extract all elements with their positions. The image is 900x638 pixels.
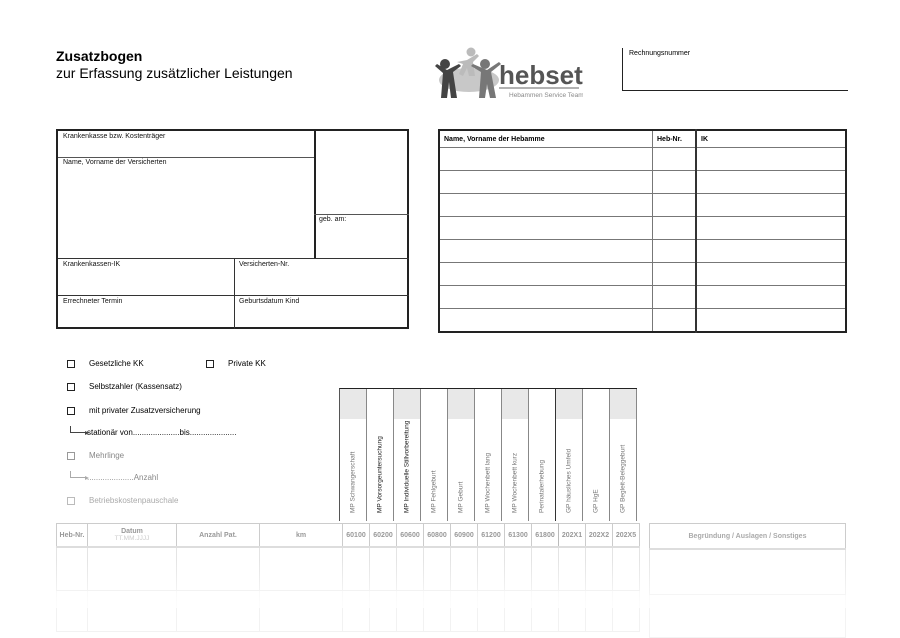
cell[interactable] — [424, 591, 451, 632]
service-label: GP häusliches Umfeld — [565, 448, 573, 513]
service-columns-header — [339, 388, 637, 521]
table-row[interactable] — [650, 549, 846, 595]
cell[interactable] — [653, 263, 697, 286]
option-private[interactable] — [206, 359, 266, 368]
option-statutory[interactable] — [67, 359, 144, 368]
table-row[interactable] — [439, 286, 846, 309]
cell[interactable] — [478, 591, 505, 632]
cell[interactable] — [439, 286, 653, 309]
table-row[interactable] — [439, 171, 846, 194]
table-row[interactable] — [439, 240, 846, 263]
inpatient-to-label: bis — [179, 428, 190, 437]
service-column — [610, 389, 637, 521]
inpatient-from-label: stationär von — [87, 428, 133, 437]
due-date-field[interactable]: Errechneter Termin — [63, 298, 123, 305]
service-label: MP Wochenbett lang — [484, 452, 492, 513]
option-label: Betriebskostenpauschale — [89, 496, 179, 505]
checkbox[interactable] — [67, 452, 75, 460]
insurer-ik-field[interactable]: Krankenkassen-IK — [63, 261, 121, 268]
form-title: Zusatzbogen — [56, 48, 143, 64]
cell[interactable] — [439, 309, 653, 333]
entry-table — [56, 523, 640, 632]
checkbox[interactable] — [67, 497, 75, 505]
cell[interactable] — [177, 591, 260, 632]
insurer-field[interactable]: Krankenkasse bzw. Kostenträger — [63, 133, 166, 140]
code-60100: 60100 — [343, 524, 370, 548]
service-label: GP Begleit-Beleggeburt — [619, 444, 627, 513]
arrow-icon — [70, 471, 85, 478]
arrow-icon — [70, 426, 85, 433]
cell[interactable] — [653, 240, 697, 263]
cell[interactable] — [653, 286, 697, 309]
cell[interactable] — [439, 148, 653, 171]
cell[interactable] — [260, 591, 343, 632]
inpatient-period-row[interactable] — [70, 428, 236, 437]
patient-info-box — [56, 129, 409, 329]
cell[interactable] — [439, 263, 653, 286]
table-row[interactable] — [439, 194, 846, 217]
option-multiples[interactable] — [67, 451, 124, 460]
logo-wordmark: hebset — [499, 60, 583, 90]
cell[interactable] — [370, 547, 397, 591]
service-column — [583, 389, 610, 521]
midwife-table — [438, 129, 847, 333]
remarks-table — [649, 523, 846, 638]
cell[interactable] — [370, 591, 397, 632]
checkbox[interactable] — [67, 383, 75, 391]
multiples-count-row[interactable] — [70, 473, 158, 482]
birth-date-field[interactable]: geb. am: — [319, 216, 347, 223]
service-column — [367, 389, 394, 521]
logo-tagline: Hebammen Service Team — [509, 92, 583, 99]
hebset-logo-graphic — [433, 46, 583, 102]
service-label: MP Vorsorgeuntersuchung — [376, 436, 384, 513]
table-row[interactable] — [650, 595, 846, 638]
table-row[interactable] — [439, 148, 846, 171]
cell[interactable] — [88, 547, 177, 591]
service-column — [421, 389, 448, 521]
service-column — [529, 389, 556, 521]
remarks-header — [650, 524, 846, 550]
cell[interactable] — [439, 194, 653, 217]
cell[interactable] — [397, 547, 424, 591]
column-remarks: Begründung / Auslagen / Sonstiges — [650, 524, 846, 550]
cell[interactable] — [696, 286, 846, 309]
service-column — [502, 389, 529, 521]
cell[interactable] — [505, 547, 532, 591]
option-label: Private KK — [228, 359, 266, 368]
column-ik: IK — [696, 130, 846, 148]
cell[interactable] — [586, 591, 613, 632]
cell[interactable] — [696, 171, 846, 194]
cell[interactable] — [343, 547, 370, 591]
cell[interactable] — [696, 194, 846, 217]
cell[interactable] — [451, 547, 478, 591]
cell[interactable] — [650, 549, 846, 595]
date-placeholder: TT.MM.JJJJ — [114, 535, 150, 542]
option-label: mit privater Zusatzversicherung — [89, 406, 201, 415]
service-label: MP Fehlgeburt — [430, 470, 438, 513]
service-column — [448, 389, 475, 521]
code-202x1: 202X1 — [559, 524, 586, 548]
checkbox[interactable] — [67, 360, 75, 368]
cell[interactable] — [439, 217, 653, 240]
code-202x2: 202X2 — [586, 524, 613, 548]
service-label: MP Individuelle Stillvorbereitung — [403, 420, 411, 513]
cell[interactable] — [653, 148, 697, 171]
cell[interactable] — [696, 217, 846, 240]
service-label: Perinatalerhebung — [538, 459, 546, 513]
code-60200: 60200 — [370, 524, 397, 548]
column-date: Datum TT.MM.JJJJ — [88, 524, 177, 548]
count-label: Anzahl — [133, 473, 159, 482]
cell[interactable] — [177, 547, 260, 591]
cell[interactable] — [613, 591, 640, 632]
code-202x5: 202X5 — [613, 524, 640, 548]
cell[interactable] — [343, 591, 370, 632]
cell[interactable] — [586, 547, 613, 591]
cell[interactable] — [696, 148, 846, 171]
cell[interactable] — [57, 591, 88, 632]
option-label: Mehrlinge — [89, 451, 125, 460]
column-midwife-name: Name, Vorname der Hebamme — [439, 130, 653, 148]
cell[interactable] — [451, 591, 478, 632]
cell[interactable] — [57, 547, 88, 591]
inpatient-from-blank[interactable]: ..................... — [132, 428, 180, 437]
table-row[interactable] — [57, 591, 640, 632]
midwife-table-header — [439, 130, 846, 148]
checkbox[interactable] — [206, 360, 214, 368]
form-subtitle: zur Erfassung zusätzlicher Leistungen — [56, 65, 293, 81]
service-label: GP HgE — [592, 489, 600, 513]
code-60600: 60600 — [397, 524, 424, 548]
service-column — [394, 389, 421, 521]
code-60900: 60900 — [451, 524, 478, 548]
option-self-payer[interactable] — [67, 382, 182, 391]
cell[interactable] — [397, 591, 424, 632]
insured-name-field[interactable]: Name, Vorname der Versicherten — [63, 159, 167, 166]
hebset-logo — [433, 46, 583, 102]
inpatient-to-blank[interactable]: ..................... — [189, 428, 237, 437]
cell[interactable] — [653, 171, 697, 194]
insured-number-field[interactable]: Versicherten-Nr. — [239, 261, 290, 268]
cell[interactable] — [653, 309, 697, 333]
option-private-supplement[interactable] — [67, 406, 201, 415]
cell[interactable] — [696, 240, 846, 263]
option-operating-cost[interactable] — [67, 496, 178, 505]
service-column — [340, 389, 367, 521]
cell[interactable] — [653, 194, 697, 217]
cell[interactable] — [653, 217, 697, 240]
code-60800: 60800 — [424, 524, 451, 548]
cell[interactable] — [559, 547, 586, 591]
column-km: km — [260, 524, 343, 548]
cell[interactable] — [505, 591, 532, 632]
checkbox[interactable] — [67, 407, 75, 415]
cell[interactable] — [260, 547, 343, 591]
cell[interactable] — [613, 547, 640, 591]
table-row[interactable] — [439, 217, 846, 240]
table-row[interactable] — [439, 309, 846, 333]
table-row[interactable] — [57, 547, 640, 591]
service-label: MP Schwangerschaft — [349, 451, 357, 513]
table-row[interactable] — [439, 263, 846, 286]
invoice-number-label: Rechnungsnummer — [629, 50, 691, 57]
cell[interactable] — [424, 547, 451, 591]
cell[interactable] — [650, 595, 846, 638]
child-birth-date-field[interactable]: Geburtsdatum Kind — [239, 298, 300, 305]
option-label: Selbstzahler (Kassensatz) — [89, 382, 182, 391]
code-61800: 61800 — [532, 524, 559, 548]
cell[interactable] — [696, 309, 846, 333]
cell[interactable] — [439, 171, 653, 194]
cell[interactable] — [478, 547, 505, 591]
code-61300: 61300 — [505, 524, 532, 548]
cell[interactable] — [696, 263, 846, 286]
service-label: MP Wochenbett kurz — [511, 452, 519, 513]
column-heb-nr: Heb-Nr. — [57, 524, 88, 548]
column-heb-nr: Heb-Nr. — [653, 130, 697, 148]
option-label: Gesetzliche KK — [89, 359, 144, 368]
service-column — [475, 389, 502, 521]
cell[interactable] — [559, 591, 586, 632]
column-patients: Anzahl Pat. — [177, 524, 260, 548]
service-column — [556, 389, 583, 521]
entry-table-header — [57, 524, 640, 548]
cell[interactable] — [532, 591, 559, 632]
cell[interactable] — [439, 240, 653, 263]
cell[interactable] — [88, 591, 177, 632]
cell[interactable] — [532, 547, 559, 591]
code-61200: 61200 — [478, 524, 505, 548]
service-label: MP Geburt — [457, 481, 465, 513]
invoice-number-field[interactable] — [622, 48, 848, 91]
count-blank[interactable]: ..................... — [87, 473, 134, 482]
